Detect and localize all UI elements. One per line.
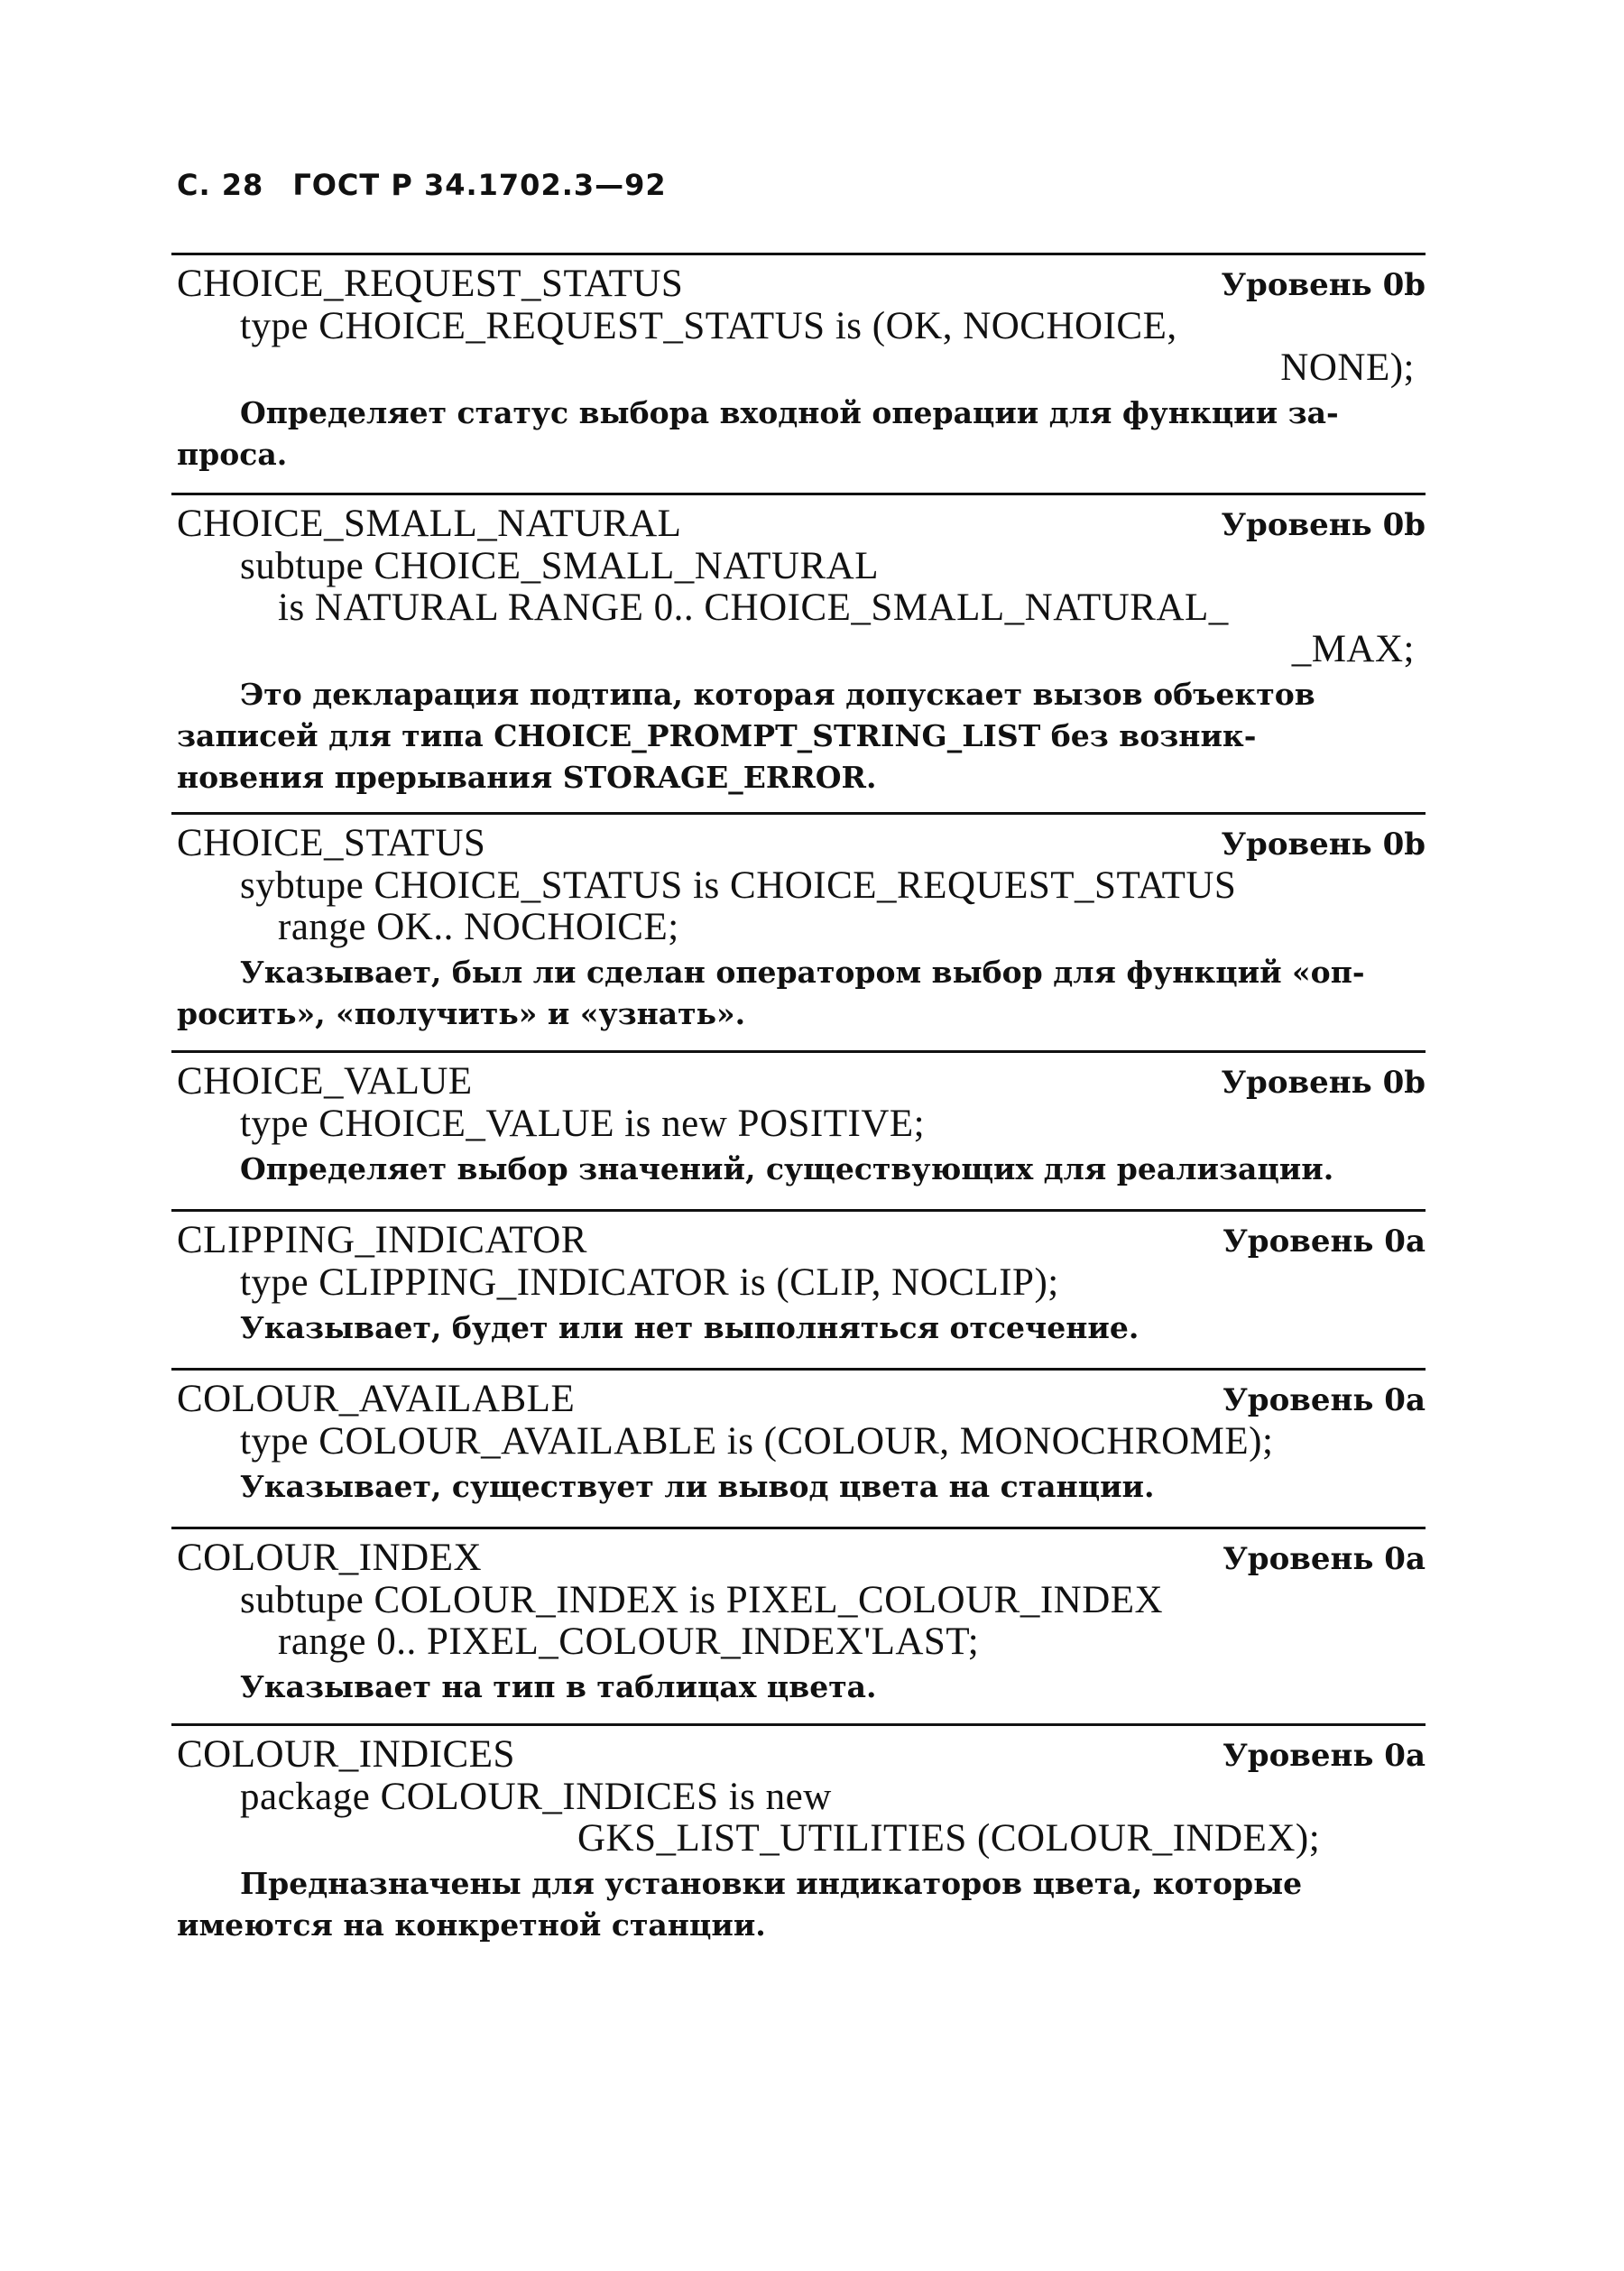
code-line: type COLOUR_AVAILABLE is (COLOUR, MONOCHROME);: [240, 1420, 1274, 1463]
description-line: Определяет статус выбора входной операции для функции за-: [240, 395, 1339, 430]
entry-level: Уровень 0a: [1223, 1541, 1426, 1577]
entry-description: [171, 1666, 1426, 1708]
entry-description-cont: [171, 434, 1426, 475]
divider: [171, 1209, 1426, 1212]
description-line: росить», «получить» и «узнать».: [177, 996, 746, 1031]
code-line: _MAX;: [1291, 628, 1415, 670]
page-header: [177, 168, 667, 202]
divider: [171, 1527, 1426, 1529]
entry-name: CHOICE_SMALL_NATURAL: [177, 503, 682, 545]
entry-level: Уровень 0b: [1221, 1065, 1426, 1101]
entry-name: CHOICE_VALUE: [177, 1060, 473, 1103]
entry-choice-value: [171, 1050, 1426, 1190]
code-line: is NATURAL RANGE 0.. CHOICE_SMALL_NATURAL_: [278, 586, 1229, 629]
entry-level: Уровень 0a: [1223, 1223, 1426, 1260]
entry-description: [171, 952, 1426, 993]
entry-description: [171, 1466, 1426, 1508]
page-number: С. 28: [177, 168, 264, 202]
code-line: NONE);: [1280, 346, 1415, 389]
entry-name: CHOICE_REQUEST_STATUS: [177, 263, 684, 305]
description-line: Указывает на тип в таблицах цвета.: [240, 1669, 877, 1704]
entry-name: COLOUR_AVAILABLE: [177, 1378, 576, 1420]
code-line: type CLIPPING_INDICATOR is (CLIP, NOCLIP);: [240, 1261, 1059, 1304]
entry-level: Уровень 0a: [1223, 1382, 1426, 1418]
description-line: имеются на конкретной станции.: [177, 1907, 766, 1943]
description-line: Указывает, существует ли вывод цвета на станции.: [240, 1469, 1155, 1504]
entry-clipping-indicator: [171, 1209, 1426, 1349]
entry-description-cont: [171, 1905, 1426, 1946]
entry-level: Уровень 0b: [1221, 507, 1426, 543]
divider: [171, 493, 1426, 495]
entry-name: CHOICE_STATUS: [177, 822, 486, 864]
divider: [171, 253, 1426, 255]
code-line: type CHOICE_VALUE is new POSITIVE;: [240, 1103, 926, 1145]
code-line: range OK.. NOCHOICE;: [278, 906, 679, 948]
code-line: range 0.. PIXEL_COLOUR_INDEX'LAST;: [278, 1620, 980, 1663]
divider: [171, 1723, 1426, 1726]
divider: [171, 1368, 1426, 1371]
description-line: проса.: [177, 437, 288, 472]
entry-choice-small-natural: [171, 493, 1426, 799]
entry-description-cont: [171, 993, 1426, 1035]
description-line: новения прерывания STORAGE_ERROR.: [177, 760, 877, 795]
entry-description: [171, 1307, 1426, 1349]
code-line: package COLOUR_INDICES is new: [240, 1776, 832, 1818]
description-line: Указывает, будет или нет выполняться отсечение.: [240, 1310, 1140, 1345]
standard-designation: ГОСТ Р 34.1702.3—92: [292, 168, 667, 202]
entry-choice-status: [171, 812, 1426, 1035]
entry-level: Уровень 0a: [1223, 1738, 1426, 1774]
entry-name: COLOUR_INDICES: [177, 1733, 515, 1776]
description-line: Предназначены для установки индикаторов цвета, которые: [240, 1866, 1303, 1901]
entry-level: Уровень 0b: [1221, 826, 1426, 863]
entry-choice-request-status: [171, 253, 1426, 475]
code-line: type CHOICE_REQUEST_STATUS is (OK, NOCHOICE,: [240, 305, 1177, 347]
entry-description: [171, 674, 1426, 715]
entry-name: COLOUR_INDEX: [177, 1537, 483, 1579]
description-line: Указывает, был ли сделан оператором выбор для функций «оп-: [240, 955, 1365, 990]
entry-colour-index: [171, 1527, 1426, 1708]
entry-name: CLIPPING_INDICATOR: [177, 1219, 587, 1261]
code-line: GKS_LIST_UTILITIES (COLOUR_INDEX);: [577, 1817, 1321, 1860]
divider: [171, 1050, 1426, 1053]
entry-description: [171, 392, 1426, 434]
description-line: записей для типа CHOICE_PROMPT_STRING_LIST без возник-: [177, 718, 1257, 753]
entry-level: Уровень 0b: [1221, 267, 1426, 303]
entry-colour-available: [171, 1368, 1426, 1508]
divider: [171, 812, 1426, 815]
code-line: subtupe COLOUR_INDEX is PIXEL_COLOUR_INDEX: [240, 1579, 1164, 1621]
entry-description: [171, 1863, 1426, 1905]
code-line: sybtupe CHOICE_STATUS is CHOICE_REQUEST_STATUS: [240, 864, 1237, 907]
description-line: Определяет выбор значений, существующих для реализации.: [240, 1151, 1334, 1186]
description-line: Это декларация подтипа, которая допускает вызов объектов: [240, 677, 1315, 712]
entry-description-cont: [171, 715, 1426, 799]
entry-description: [171, 1149, 1426, 1190]
code-line: subtupe CHOICE_SMALL_NATURAL: [240, 545, 879, 587]
entry-colour-indices: [171, 1723, 1426, 1946]
